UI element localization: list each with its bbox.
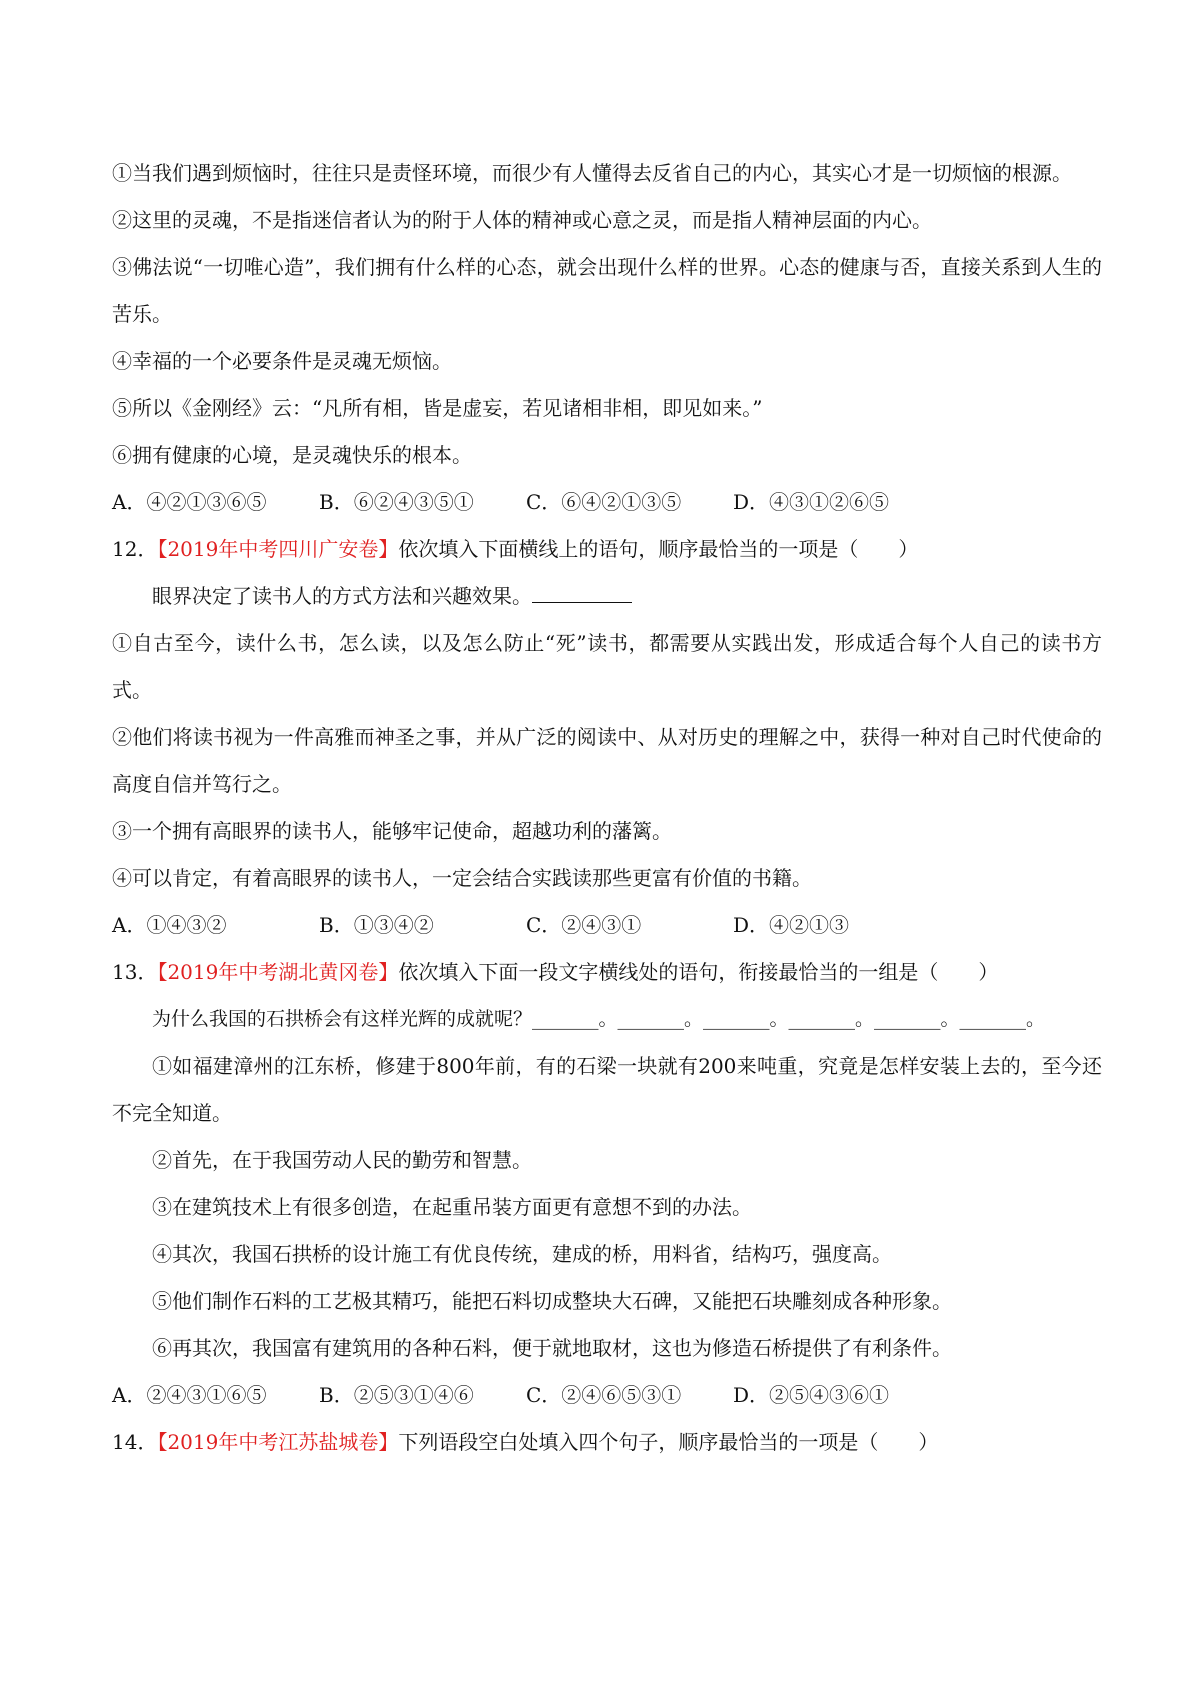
q11-sentence-1: ①当我们遇到烦恼时，往往只是责怪环境，而很少有人懂得去反省自己的内心，其实心才是一切烦恼的根源。 [112, 161, 1072, 185]
q13-sentence-2: ②首先，在于我国劳动人民的勤劳和智慧。 [152, 1148, 532, 1172]
q13-sentence-5: ⑤他们制作石料的工艺极其精巧，能把石料切成整块大石碑，又能把石块雕刻成各种形象。 [152, 1289, 952, 1313]
q13-option-b[interactable]: B．②⑤③①④⑥ [319, 1383, 474, 1407]
q12-blank [532, 584, 632, 603]
q11-sentence-6: ⑥拥有健康的心境，是灵魂快乐的根本。 [112, 443, 472, 467]
q11-sentence-4: ④幸福的一个必要条件是灵魂无烦恼。 [112, 349, 452, 373]
document-page [112, 150, 1102, 1466]
q11-option-c[interactable]: C．⑥④②①③⑤ [526, 490, 682, 514]
q13-number: 13． [112, 960, 158, 984]
q12-lead-text: 眼界决定了读书人的方式方法和兴趣效果。 [152, 584, 532, 608]
q13-sentence-1: ①如福建漳州的江东桥，修建于800年前，有的石梁一块就有200来吨重，究竟是怎样安装上去的，至今还不完全知道。 [112, 1054, 1102, 1125]
q12-sentence-4: ④可以肯定，有着高眼界的读书人，一定会结合实践读那些更富有价值的书籍。 [112, 866, 812, 890]
q11-sentence-2: ②这里的灵魂，不是指迷信者认为的附于人体的精神或心意之灵，而是指人精神层面的内心。 [112, 208, 932, 232]
q12-sentence-1: ①自古至今，读什么书，怎么读，以及怎么防止“死”读书，都需要从实践出发，形成适合每个人自己的读书方式。 [112, 631, 1102, 702]
q12-option-b[interactable]: B．①③④② [319, 913, 434, 937]
q13-heading [112, 949, 1102, 996]
q13-sentence-3: ③在建筑技术上有很多创造，在起重吊装方面更有意想不到的办法。 [152, 1195, 752, 1219]
q12-sentence-3: ③一个拥有高眼界的读书人，能够牢记使命，超越功利的藩篱。 [112, 819, 672, 843]
q13-sentence-6: ⑥再其次，我国富有建筑用的各种石料，便于就地取材，这也为修造石桥提供了有利条件。 [152, 1336, 952, 1360]
q12-options [112, 902, 1102, 949]
q11-sentence-3: ③佛法说“一切唯心造”，我们拥有什么样的心态，就会出现什么样的世界。心态的健康与否，直接关系到人生的苦乐。 [112, 255, 1102, 326]
q13-sentence-4: ④其次，我国石拱桥的设计施工有优良传统，建成的桥，用料省，结构巧，强度高。 [152, 1242, 892, 1266]
q13-option-a[interactable]: A．②④③①⑥⑤ [112, 1383, 267, 1407]
q13-options [112, 1372, 1102, 1419]
q11-option-b[interactable]: B．⑥②④③⑤① [319, 490, 474, 514]
q13-lead: 为什么我国的石拱桥会有这样光辉的成就呢？_______。_______。_______。_______。_______。_______。 [152, 1008, 1046, 1030]
q12-option-a[interactable]: A．①④③② [112, 913, 227, 937]
q12-stem: 依次填入下面横线上的语句，顺序最恰当的一项是（ ） [398, 537, 919, 561]
q11-option-a[interactable]: A．④②①③⑥⑤ [112, 490, 267, 514]
q14-number: 14． [112, 1430, 158, 1454]
q12-sentence-2: ②他们将读书视为一件高雅而神圣之事，并从广泛的阅读中、从对历史的理解之中，获得一种对自己时代使命的高度自信并笃行之。 [112, 725, 1102, 796]
q12-number: 12． [112, 537, 158, 561]
q13-stem: 依次填入下面一段文字横线处的语句，衔接最恰当的一组是（ ） [398, 960, 999, 984]
q13-source: 【2019年中考湖北黄冈卷】 [157, 960, 399, 984]
q13-option-c[interactable]: C．②④⑥⑤③① [526, 1383, 682, 1407]
q14-source: 【2019年中考江苏盐城卷】 [157, 1430, 399, 1454]
q12-option-c[interactable]: C．②④③① [526, 913, 642, 937]
q11-option-d[interactable]: D．④③①②⑥⑤ [733, 490, 890, 514]
q14-heading [112, 1419, 1102, 1466]
q14-stem: 下列语段空白处填入四个句子，顺序最恰当的一项是（ ） [398, 1430, 939, 1454]
q12-option-d[interactable]: D．④②①③ [733, 913, 850, 937]
q11-options [112, 479, 1102, 526]
q12-source: 【2019年中考四川广安卷】 [157, 537, 399, 561]
q11-sentence-5: ⑤所以《金刚经》云：“凡所有相，皆是虚妄，若见诸相非相，即见如来。” [112, 396, 763, 420]
q12-heading [112, 526, 1102, 573]
q13-option-d[interactable]: D．②⑤④③⑥① [733, 1383, 890, 1407]
q12-lead [112, 573, 1102, 620]
